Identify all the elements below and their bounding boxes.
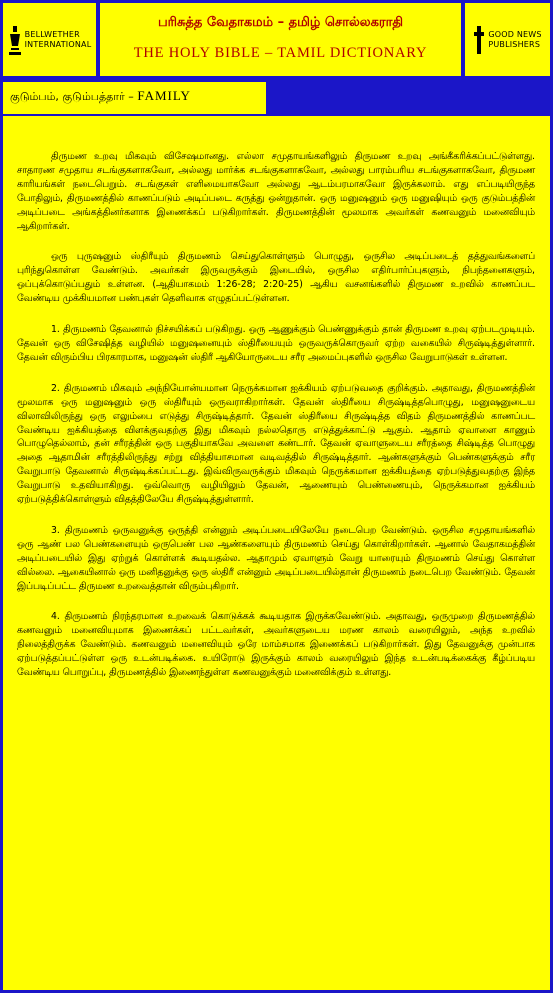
paragraph-point-3: 3. திருமணம் ஒருவனுக்கு ஒருத்தி என்னும் அடிப்படையிலேயே நடைபெற வேண்டும். ஒருசில சமுதாயங்களில் ஒரு ஆண் பல பெண்களையும் ஒருபெண் பல ஆண்களையும் திருமணம் செய்து கொள்கிறார்கள். ஆனால் வேதாகமத்தின் அடிப்படையில் இது ஏற்றுக் கொள்ளக் கூடியதல்ல. ஆதாமும் ஏவாளும் வேறு யாரையும் திருமணம் செய்து கொள்ள வில்லை. ஆகையினால் ஒரு மனிதனுக்கு ஒரு ஸ்திரீ என்னும் அடிப்படையில்தான் திருமணம் நடைபெற வேண்டும். தேவன் இப்படிப்பட்ட திருமண உறவைத்தான் விரும்புகிறார். bbox=[17, 524, 535, 592]
english-title: THE HOLY BIBLE – TAMIL DICTIONARY bbox=[133, 45, 428, 61]
header-title-box bbox=[100, 3, 461, 76]
left-logo-box bbox=[3, 3, 96, 76]
paragraph-point-4: 4. திருமணம் நிரந்தரமான உறவைக் கொடுக்கக் கூடியதாக இருக்கவேண்டும். அதாவது, ஒருமுறை திருமணத்தில் கணவனும் மனைவியுமாக இணைக்கப் பட்டவர்கள், அவர்களுடைய மரண காலம் வரையிலும், அந்த உறவில் நிலைத்திருக்க வேண்டும். கணவனும் மனைவியும் ஒரே மாம்சமாக இணைக்கப் படுகிறார்கள். இது தேவனுக்கு முன்பாக ஏற்படுத்தப்பட்டுள்ள ஒரு உடன்படிக்கை. உயிரோடு இருக்கும் காலம் வரையிலும் இந்த உடன்படிக்கைக்கு கீழ்ப்படிய வேண்டிய பொறுப்பு, திருமணத்தில் இணைந்துள்ள கணவனுக்கும் மனைவிக்கும் உள்ளது. bbox=[17, 611, 535, 679]
paragraph-intro: திருமண உறவு மிகவும் விசேஷமானது. எல்லா சமுதாயங்களிலும் திருமண உறவு அங்கீகரிக்கப்பட்டுள்ளது. சாதாரண சமுதாய சடங்குகளாகவோ, அல்லது மார்க்க சடங்குகளாகவோ, அல்லது பாரம்பரிய சடங்குகளாகவோ, திருமண காரியங்கள் நடைபெறும். சடங்குகள் எளிமையாகவோ அல்லது ஆடம்பரமாகவோ இருக்கலாம். எது எப்படியிருந்த போதிலும், திருமணத்தில் காணப்படும் அடிப்படை கருத்து ஒன்றுதான். ஒரு மனுஷனும் ஒரு மனுஷியும் ஒரு குடும்பத்தின் அடிப்படை அங்கத்தினர்களாக இணைக்கப் படுகிறார்கள். திருமணத்தின் மூலமாக அவர்கள் கணவனும் மனைவியும் ஆகிறார்கள். bbox=[17, 151, 535, 232]
section-title-tamil: குடும்பம், குடும்பத்தார் – bbox=[10, 90, 134, 103]
section-title-english: FAMILY bbox=[137, 88, 191, 103]
right-logo-text: GOOD NEWS PUBLISHERS bbox=[488, 29, 542, 49]
paragraph-point-2: 2. திருமணம் மிகவும் அந்நியோன்யமான நெருக்கமான ஐக்கியம் ஏற்படுவதை குறிக்கும். அதாவது, திருமணத்தின் மூலமாக ஒரு மனுஷனும் ஒரு ஸ்திரீயும் ஒருவராகிறார்கள். தேவன் ஸ்திரீயை சிருஷ்டித்தபொழுது, மனுஷனுடைய விலாவிலிருந்து ஒரு எலும்பை எடுத்து சிருஷ்டித்தார். தேவன் ஸ்திரீயை சிருஷ்டித்த விதம் திருமணத்தில் காணப்பட வேண்டிய ஐக்கியத்தை விளக்குவதற்கு இது மிகவும் நல்லதொரு எடுத்துக்காட்டு ஆகும். ஆதாம் ஏவாளை காணும் பொழுதெல்லாம், தன் சரீரத்தின் ஒரு பகுதியாகவே அவளை கண்டார். தேவன் ஏவாளுடைய சரீரத்தை சிஷ்டித்த பொழுது அதை ஆதாமின் சரீரத்திலிருந்து சற்று வித்தியாசமான வடிவத்தில் சிருஷ்டித்தார். ஆண்களுக்கும் பெண்களுக்கும் சரீர வேறுபாடு தேவனால் சிருஷ்டிக்கப்பட்டது. இவ்விருவருக்கும் மிகவும் நெருக்கமான ஐக்கியத்தை ஏற்படுத்துவதற்கு இந்த வேறுபாடு உதவியாகிறது. ஒவ்வொரு வழியிலும் தேவன், ஆணையும் பெண்ணையும், நெருக்கமான ஐக்கியம் ஏற்படுத்திக்கொள்ளும் விதத்திலேயே சிருஷ்டித்துள்ளார். bbox=[17, 382, 535, 506]
good-news-logo bbox=[473, 25, 541, 55]
left-logo-text: BELLWETHER INTERNATIONAL bbox=[24, 29, 92, 49]
paragraph-point-1: 1. திருமணம் தேவனால் நிச்சயிக்கப் படுகிறது. ஒரு ஆணுக்கும் பெண்ணுக்கும் தான் திருமண உறவு ஏற்படமுடியும். தேவன் ஒரு விசேஷித்த வழியில் மனுஷனையும் ஸ்திரீயையும் ஒருவருக்கொருவர் ஏற்ற வகையில் சிருஷ்டித்துள்ளார். தேவன் விரும்பிய பிரகாரமாக, மனுஷன் ஸ்திரீ ஆகியோருடைய சரீர அமைப்புகளில் ஒருசில வேறுபாடுகள் உள்ளன. bbox=[17, 324, 535, 363]
section-title bbox=[3, 82, 266, 105]
section-title-box bbox=[3, 82, 266, 114]
cross-icon bbox=[473, 25, 485, 55]
content-box bbox=[3, 116, 550, 990]
paragraph-principles: ஒரு புருஷனும் ஸ்திரீயும் திருமணம் செய்துகொள்ளும் பொழுது, ஒருசில அடிப்படைத் தத்துவங்களைப் புரிந்துகொள்ள வேண்டும். அவர்கள் இருவருக்கும் இடையில், ஒருசில எதிர்பார்ப்புகளும், நிபந்தனைகளும், ஒப்புக்கொடுப்பதும் உள்ளன. (ஆதியாகமம் 1:26-28; 2:20-25) ஆகிய வசனங்களில் திருமண உறவில் காணப்பட வேண்டிய முக்கியமான பண்புகள் தெளிவாக எழுதப்பட்டுள்ளன. bbox=[17, 251, 535, 305]
article-body bbox=[3, 116, 550, 680]
tamil-title: பரிசுத்த வேதாகமம் – தமிழ் சொல்லகராதி bbox=[157, 15, 404, 30]
bellwether-logo bbox=[8, 24, 92, 56]
right-logo-box bbox=[465, 3, 550, 76]
lamp-icon bbox=[8, 24, 22, 56]
